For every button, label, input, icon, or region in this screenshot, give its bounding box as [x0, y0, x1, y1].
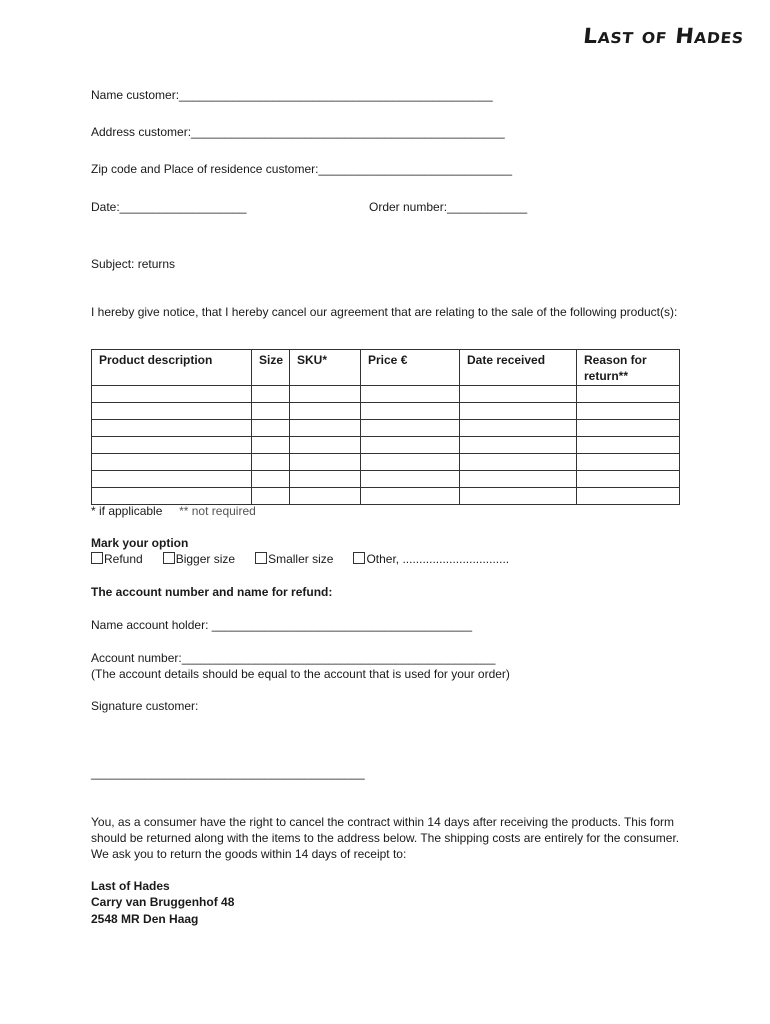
header-price: Price € — [361, 350, 460, 386]
table-cell[interactable] — [252, 488, 290, 505]
table-cell[interactable] — [92, 420, 252, 437]
table-cell[interactable] — [361, 437, 460, 454]
table-cell[interactable] — [460, 437, 577, 454]
checkbox-icon[interactable] — [255, 552, 267, 564]
notice-paragraph: I hereby give notice, that I hereby cancel our agreement that are relating to the sale of the following product(s): — [91, 305, 678, 319]
table-cell[interactable] — [92, 437, 252, 454]
option-smaller-size[interactable] — [255, 552, 333, 566]
table-cell[interactable] — [577, 403, 680, 420]
table-cell[interactable] — [252, 437, 290, 454]
table-cell[interactable] — [577, 420, 680, 437]
address-customer-field[interactable]: Address customer:_______________________________________________ — [91, 125, 505, 139]
table-cell[interactable] — [577, 454, 680, 471]
table-cell[interactable] — [460, 386, 577, 403]
table-cell[interactable] — [290, 386, 361, 403]
table-cell[interactable] — [460, 454, 577, 471]
table-cell[interactable] — [252, 471, 290, 488]
option-label: Other, ................................ — [366, 552, 510, 566]
option-label: Bigger size — [175, 552, 236, 566]
products-table — [91, 349, 680, 505]
zip-place-field[interactable]: Zip code and Place of residence customer:_____________________________ — [91, 162, 512, 176]
table-cell[interactable] — [290, 403, 361, 420]
option-label: Refund — [104, 552, 143, 566]
header-date-received: Date received — [460, 350, 577, 386]
address-street: Carry van Bruggenhof 48 — [91, 895, 235, 909]
table-cell[interactable] — [92, 403, 252, 420]
checkbox-icon[interactable] — [91, 552, 103, 564]
table-cell[interactable] — [361, 471, 460, 488]
option-label: Smaller size — [268, 552, 334, 566]
mark-option-heading: Mark your option — [91, 536, 189, 550]
table-cell[interactable] — [361, 420, 460, 437]
option-list — [91, 552, 529, 566]
table-cell[interactable] — [252, 403, 290, 420]
address-name: Last of Hades — [91, 879, 170, 893]
name-customer-field[interactable]: Name customer:_______________________________________________ — [91, 88, 493, 102]
signature-label: Signature customer: — [91, 699, 199, 713]
table-cell[interactable] — [361, 403, 460, 420]
table-cell[interactable] — [92, 386, 252, 403]
table-row — [92, 386, 680, 403]
table-cell[interactable] — [460, 488, 577, 505]
table-cell[interactable] — [290, 420, 361, 437]
table-row — [92, 420, 680, 437]
table-cell[interactable] — [290, 488, 361, 505]
header-product-description: Product description — [92, 350, 252, 386]
table-row — [92, 403, 680, 420]
footnotes — [91, 504, 256, 518]
address-city: 2548 MR Den Haag — [91, 912, 199, 926]
brand-logo: Last of Hades — [582, 24, 746, 48]
header-size: Size — [252, 350, 290, 386]
account-holder-field[interactable]: Name account holder: _______________________________________ — [91, 618, 473, 632]
account-note: (The account details should be equal to the account that is used for your order) — [91, 667, 510, 681]
option-refund[interactable] — [91, 552, 143, 566]
checkbox-icon[interactable] — [353, 552, 365, 564]
table-cell[interactable] — [577, 488, 680, 505]
table-row — [92, 488, 680, 505]
checkbox-icon[interactable] — [163, 552, 175, 564]
table-cell[interactable] — [460, 403, 577, 420]
table-cell[interactable] — [290, 471, 361, 488]
header-reason-for-return: Reason for return** — [577, 350, 680, 386]
table-cell[interactable] — [92, 488, 252, 505]
table-cell[interactable] — [577, 386, 680, 403]
table-cell[interactable] — [92, 471, 252, 488]
table-cell[interactable] — [92, 454, 252, 471]
refund-heading: The account number and name for refund: — [91, 585, 333, 599]
table-cell[interactable] — [361, 386, 460, 403]
table-cell[interactable] — [252, 386, 290, 403]
table-cell[interactable] — [290, 437, 361, 454]
subject-line: Subject: returns — [91, 257, 176, 271]
footnote-applicable: * if applicable — [91, 504, 163, 518]
table-cell[interactable] — [252, 454, 290, 471]
signature-line[interactable]: _________________________________________ — [91, 766, 365, 780]
footnote-not-required: ** not required — [179, 504, 256, 518]
header-sku: SKU* — [290, 350, 361, 386]
table-header-row — [92, 350, 680, 386]
option-bigger-size[interactable] — [163, 552, 235, 566]
date-field[interactable]: Date:___________________ — [91, 200, 247, 214]
table-cell[interactable] — [577, 437, 680, 454]
table-cell[interactable] — [361, 454, 460, 471]
table-cell[interactable] — [252, 420, 290, 437]
order-number-field[interactable]: Order number:____________ — [369, 200, 528, 214]
table-cell[interactable] — [460, 471, 577, 488]
account-number-field[interactable]: Account number:_______________________________________________ — [91, 651, 496, 665]
table-cell[interactable] — [577, 471, 680, 488]
table-row — [92, 454, 680, 471]
table-cell[interactable] — [460, 420, 577, 437]
option-other[interactable] — [353, 552, 509, 566]
table-row — [92, 437, 680, 454]
consumer-notice: You, as a consumer have the right to cancel the contract within 14 days after receiving the products. This form should be returned along with the items to the address below. The shipping costs are entirely for the consumer. We ask you to return the goods within 14 days of receipt to: — [91, 815, 680, 861]
table-cell[interactable] — [361, 488, 460, 505]
table-cell[interactable] — [290, 454, 361, 471]
table-row — [92, 471, 680, 488]
